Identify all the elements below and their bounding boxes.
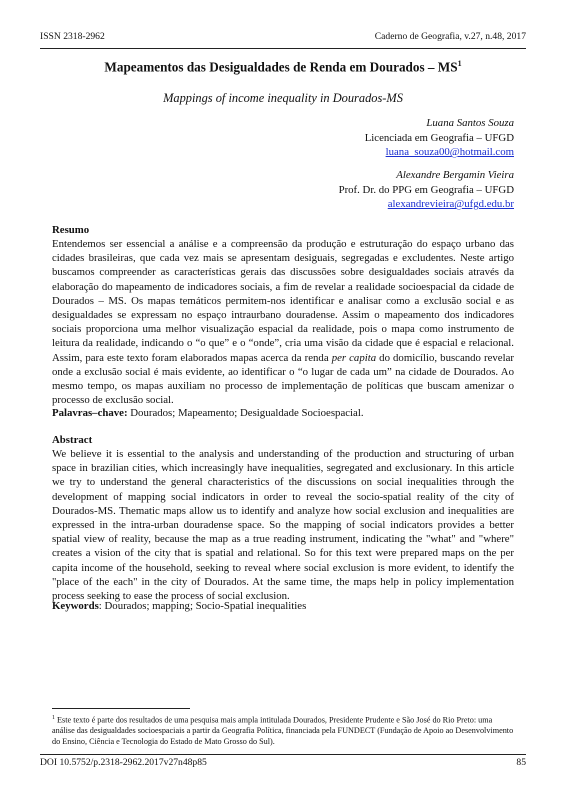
author-role: Prof. Dr. do PPG em Geografia – UFGD (338, 183, 514, 196)
running-header (40, 31, 526, 45)
header-rule (40, 48, 526, 49)
palavras-chave-label: Palavras–chave: (52, 407, 128, 419)
doi: DOI 10.5752/p.2318-2962.2017v27n48p85 (40, 757, 207, 768)
article-title (40, 59, 526, 75)
running-footer (40, 757, 526, 771)
author-block-1 (365, 116, 514, 160)
author-name: Luana Santos Souza (426, 117, 514, 129)
author-name: Alexandre Bergamin Vieira (396, 169, 514, 181)
abstract-text: We believe it is essential to the analysis and understanding of the production and structuring of urban space in brazilian cities, which increasingly have inequalities, segregated and exclusionary. In this article we try to understand the general characteristics of the discussions on social inequalities through the development of mapping social indicators in order to reveal the socio-spatial reality of the city of Dourados-MS. Thematic maps allow us to identify and analyze how social exclusion and inequalities are expressed in the intra-urban douradense space. So the mapping of social indicators provides a better spatial view of reality, because the map as a true reading instrument, indicating the "what" and "where" creates a vision of the city that is spatial and relational. So for this text were prepared maps on the per capita income of the household, seeking to reveal where social exclusion is more evident, to identify the "place of the each" in the city of Dourados. At the same time, the maps help in policy implementation process seeking to ease the process of social exclusion. (52, 448, 514, 603)
keywords-text: : Dourados; mapping; Socio-Spatial inequalities (98, 600, 307, 612)
article-subtitle: Mappings of income inequality in Dourados-MS (163, 91, 403, 105)
title-footnote-mark[interactable]: 1 (457, 59, 462, 68)
resumo-heading: Resumo (52, 224, 90, 236)
footer-rule (40, 754, 526, 755)
author-role: Licenciada em Geografia – UFGD (364, 131, 514, 144)
footnote-text: Este texto é parte dos resultados de uma pesquisa mais ampla intitulada Dourados, Presidente Prudente e São José do Rio Preto: uma análise das desigualdades socioespaciais a partir da Geografia Política, financiada pela FUNDECT (Fundação de Apoio ao Desenvolvimento do Ensino, Ciência e Tecnologia do Estado de Mato Grosso do Sul). (52, 715, 514, 746)
title-text: Mapeamentos das Desigualdades de Renda em Dourados – MS (104, 59, 458, 75)
journal-citation: Caderno de Geografia, v.27, n.48, 2017 (374, 31, 526, 42)
page-number: 85 (516, 757, 526, 768)
abstract-heading: Abstract (52, 434, 93, 446)
author-email-link[interactable]: alexandrevieira@ufgd.edu.br (387, 198, 514, 211)
palavras-chave-text: Dourados; Mapeamento; Desigualdade Socioespacial. (127, 407, 364, 419)
keywords (52, 600, 514, 612)
author-block-2 (339, 168, 514, 212)
footnote (52, 713, 514, 748)
keywords-label: Keywords (52, 600, 99, 612)
issn: ISSN 2318-2962 (40, 31, 105, 42)
author-email-link[interactable]: luana_souza00@hotmail.com (385, 146, 514, 159)
footnote-rule (52, 708, 190, 709)
footnote-mark: 1 (52, 715, 55, 721)
palavras-chave (52, 407, 514, 419)
resumo-text: Entendemos ser essencial a análise e a compreensão da produção e estruturação do espaço urbano das cidades brasileiras, que cada vez mais se apresentam desiguais, segregadas e excludentes. Neste artigo buscamos compreender as características gerais das discussões sobre desigualdades sociais através da elaboração do mapeamento de indicadores sociais, a fim de revelar a realidade socioespacial da cidade de Dourados – MS. Os mapas temáticos permitem-nos identificar e analisar como a exclusão social e as desigualdades se expressam no espaço intraurbano douradense. Assim o mapeamento dos indicadores sociais proporciona uma melhor visualização espacial da realidade, pois o mapa como instrumento de leitura da realidade, indicando o “o que” e o “onde”, cria uma visão da cidade que é espacial e relacional. Assim, para este texto foram elaborados mapas acerca da renda per capita do domicílio, buscando revelar onde a exclusão social é mais evidente, ao identificar o “o lugar de cada um” na cidade de Dourados. Ao mesmo tempo, os mapas auxiliam no processo de implementação de políticas que buscam amenizar o processo de exclusão social. (52, 238, 514, 407)
